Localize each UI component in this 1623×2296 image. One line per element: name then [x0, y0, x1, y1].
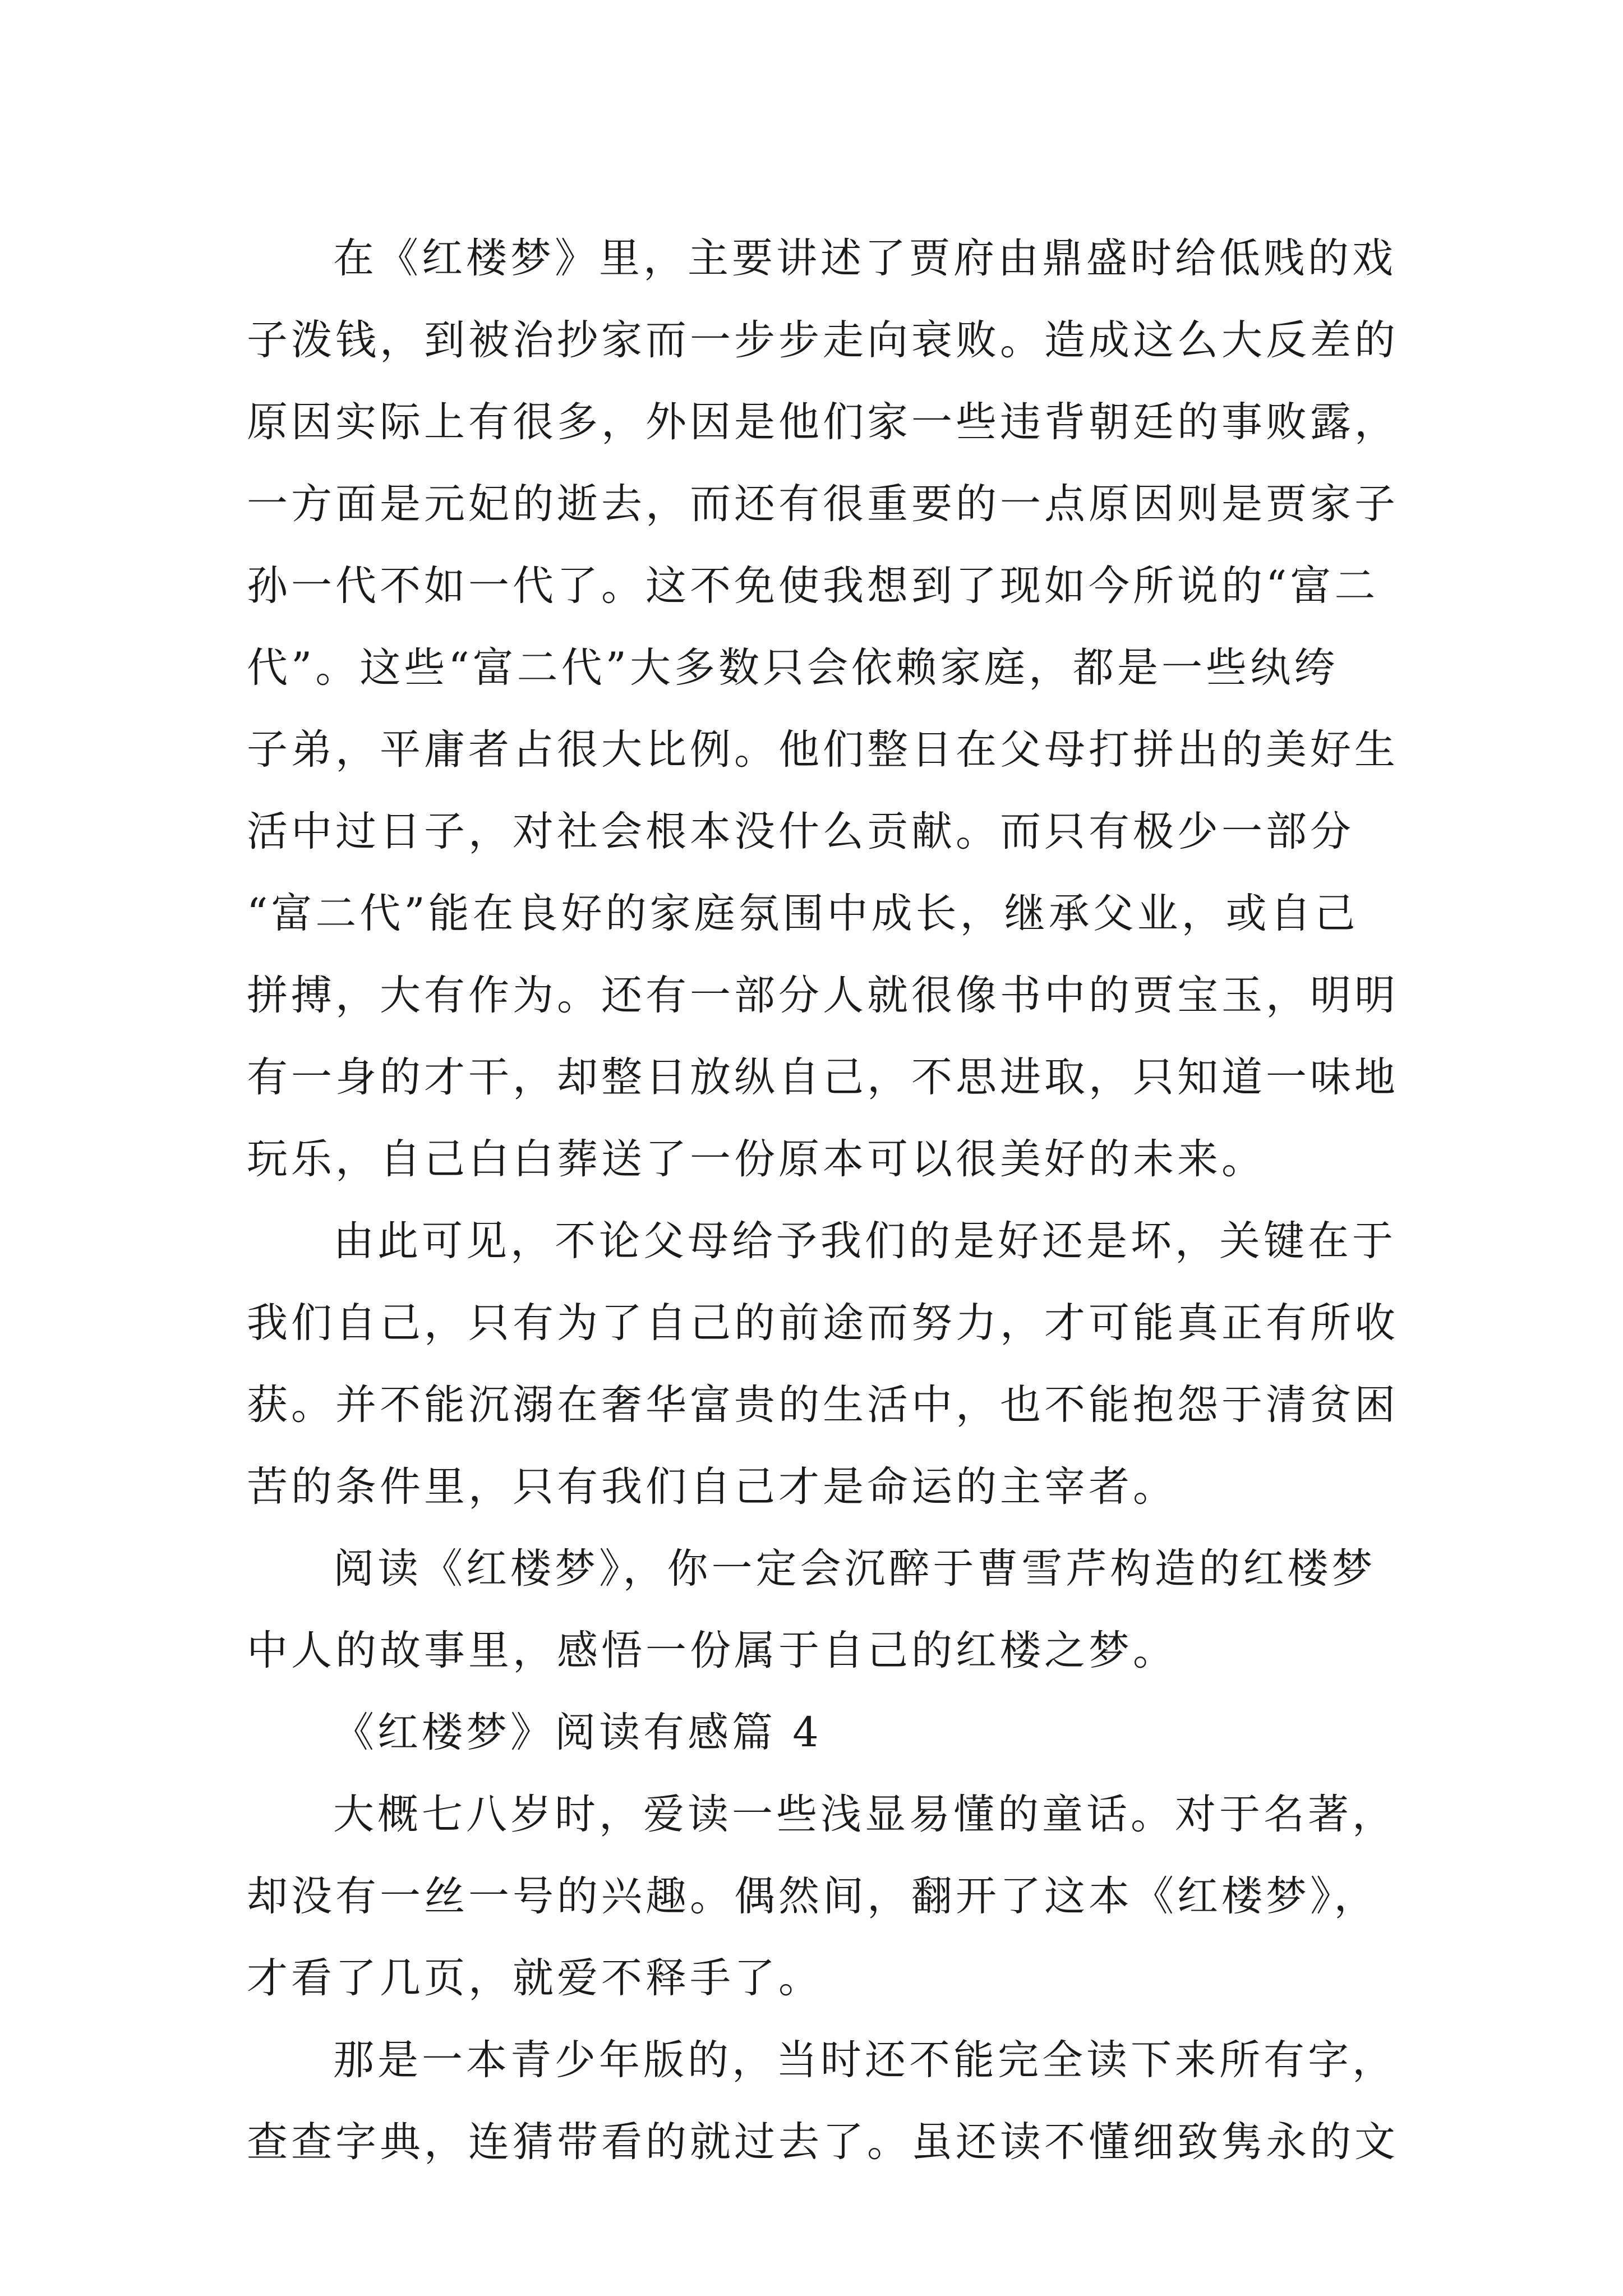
paragraph [247, 1200, 1413, 1528]
paragraph [247, 1528, 1413, 1692]
text-line: 查查字典，连猜带看的就过去了。虽还读不懂细致隽永的文 [247, 2118, 1399, 2166]
text-line: 由此可见，不论父母给予我们的是好还是坏，关键在于 [333, 1217, 1396, 1265]
text-line: 活中过日子，对社会根本没什么贡献。而只有极少一部分 [247, 808, 1354, 855]
text-line: 那是一本青少年版的，当时还不能完全读下来所有字， [333, 2036, 1396, 2084]
text-line: 才看了几页，就爱不释手了。 [247, 1954, 823, 2002]
paragraph [247, 1774, 1413, 2019]
text-line: 大概七八岁时，爱读一些浅显易懂的童话。对于名著， [333, 1791, 1396, 1838]
text-line: 子弟，平庸者占很大比例。他们整日在父母打拼出的美好生 [247, 726, 1399, 774]
document-body [247, 218, 1413, 2183]
text-line: 子泼钱，到被治抄家而一步步走向衰败。造成这么大反差的 [247, 316, 1399, 364]
text-line: 中人的故事里，感悟一份属于自己的红楼之梦。 [247, 1627, 1177, 1674]
text-line: 孙一代不如一代了。这不免使我想到了现如今所说的“富二 [247, 562, 1379, 610]
section-heading [247, 1692, 1413, 1774]
paragraph [247, 2019, 1413, 2183]
text-line: 在《红楼梦》里，主要讲述了贾府由鼎盛时给低贱的戏 [333, 234, 1396, 282]
text-line: “富二代”能在良好的家庭氛围中成长，继承父业，或自己 [247, 890, 1359, 937]
heading-text: 《红楼梦》阅读有感篇 4 [333, 1709, 822, 1756]
text-line: 一方面是元妃的逝去，而还有很重要的一点原因则是贾家子 [247, 480, 1399, 528]
text-line: 原因实际上有很多，外因是他们家一些违背朝廷的事败露， [247, 398, 1399, 446]
text-line: 苦的条件里，只有我们自己才是命运的主宰者。 [247, 1463, 1177, 1511]
text-line: 玩乐，自己白白葬送了一份原本可以很美好的未来。 [247, 1135, 1266, 1183]
text-line: 拼搏，大有作为。还有一部分人就很像书中的贾宝玉，明明 [247, 972, 1399, 1019]
text-line: 我们自己，只有为了自己的前途而努力，才可能真正有所收 [247, 1299, 1399, 1347]
text-line: 有一身的才干，却整日放纵自己，不思进取，只知道一味地 [247, 1053, 1399, 1101]
paragraph [247, 218, 1413, 1200]
text-line: 代”。这些“富二代”大多数只会依赖家庭，都是一些纨绔 [247, 644, 1339, 692]
text-line: 却没有一丝一号的兴趣。偶然间，翻开了这本《红楼梦》， [247, 1872, 1378, 1920]
text-line: 获。并不能沉溺在奢华富贵的生活中，也不能抱怨于清贫困 [247, 1381, 1399, 1429]
text-line: 阅读《红楼梦》，你一定会沉醉于曹雪芹构造的红楼梦 [333, 1545, 1376, 1593]
